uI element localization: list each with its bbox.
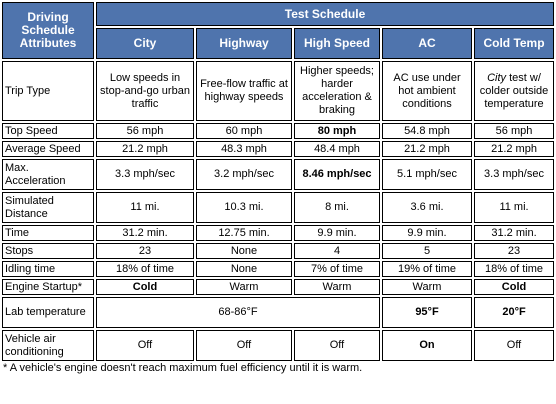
table-row-engine-startup xyxy=(2,279,554,295)
cell-simulated-distance-highway: 10.3 mi. xyxy=(196,192,292,223)
corner-header xyxy=(2,2,94,59)
cell-stops-ac: 5 xyxy=(382,243,472,259)
table-row-simulated-distance xyxy=(2,192,554,223)
column-header-highway: Highway xyxy=(196,28,292,59)
cell-max-acceleration-highway: 3.2 mph/sec xyxy=(196,159,292,190)
cell-engine-startup-high-speed: Warm xyxy=(294,279,380,295)
row-label-time: Time xyxy=(2,225,94,241)
cold-temp-trip-type-rest: test w/ colder outside temperature xyxy=(479,71,549,110)
cell-top-speed-city: 56 mph xyxy=(96,123,194,139)
cell-top-speed-ac: 54.8 mph xyxy=(382,123,472,139)
cell-lab-temperature-ac: 95°F xyxy=(382,297,472,328)
row-label-idling-time: Idling time xyxy=(2,261,94,277)
footnote: * A vehicle's engine doesn't reach maximum fuel efficiency until it is warm. xyxy=(3,362,363,374)
cell-air-conditioning-high-speed: Off xyxy=(294,330,380,361)
cell-top-speed-highway: 60 mph xyxy=(196,123,292,139)
cell-time-ac: 9.9 min. xyxy=(382,225,472,241)
cell-lab-temperature-cold-temp: 20°F xyxy=(474,297,554,328)
row-label-top-speed: Top Speed xyxy=(2,123,94,139)
table-row-trip-type xyxy=(2,61,554,121)
cell-air-conditioning-cold-temp: Off xyxy=(474,330,554,361)
cell-simulated-distance-high-speed: 8 mi. xyxy=(294,192,380,223)
corner-header-line-2: Schedule xyxy=(21,23,75,37)
table-row-time xyxy=(2,225,554,241)
cell-max-acceleration-ac: 5.1 mph/sec xyxy=(382,159,472,190)
cell-stops-city: 23 xyxy=(96,243,194,259)
cell-max-acceleration-cold-temp: 3.3 mph/sec xyxy=(474,159,554,190)
row-label-trip-type: Trip Type xyxy=(2,61,94,121)
corner-header-line-3: Attributes xyxy=(19,36,77,50)
cell-lab-temperature-shared: 68-86°F xyxy=(96,297,380,328)
cell-idling-time-city: 18% of time xyxy=(96,261,194,277)
table-row-lab-temperature xyxy=(2,297,554,328)
row-label-simulated-distance: Simulated Distance xyxy=(2,192,94,223)
cell-max-acceleration-city: 3.3 mph/sec xyxy=(96,159,194,190)
cell-engine-startup-highway: Warm xyxy=(196,279,292,295)
column-header-city: City xyxy=(96,28,194,59)
cell-engine-startup-ac: Warm xyxy=(382,279,472,295)
cell-time-city: 31.2 min. xyxy=(96,225,194,241)
cell-average-speed-ac: 21.2 mph xyxy=(382,141,472,157)
table-row-average-speed xyxy=(2,141,554,157)
cell-simulated-distance-city: 11 mi. xyxy=(96,192,194,223)
cell-air-conditioning-city: Off xyxy=(96,330,194,361)
column-header-cold-temp: Cold Temp xyxy=(474,28,554,59)
table-row-vehicle-air-conditioning xyxy=(2,330,554,361)
cell-engine-startup-cold-temp: Cold xyxy=(474,279,554,295)
table-row-idling-time xyxy=(2,261,554,277)
cell-average-speed-high-speed: 48.4 mph xyxy=(294,141,380,157)
cell-time-high-speed: 9.9 min. xyxy=(294,225,380,241)
row-label-lab-temperature: Lab temperature xyxy=(2,297,94,328)
column-header-ac: AC xyxy=(382,28,472,59)
cold-temp-trip-type-em: City xyxy=(487,71,507,84)
table-row-top-speed xyxy=(2,123,554,139)
cell-top-speed-high-speed: 80 mph xyxy=(294,123,380,139)
cell-air-conditioning-highway: Off xyxy=(196,330,292,361)
row-label-stops: Stops xyxy=(2,243,94,259)
cell-trip-type-highway: Free-flow traffic at highway speeds xyxy=(196,61,292,121)
cell-time-cold-temp: 31.2 min. xyxy=(474,225,554,241)
cell-idling-time-high-speed: 7% of time xyxy=(294,261,380,277)
cell-stops-high-speed: 4 xyxy=(294,243,380,259)
cell-idling-time-cold-temp: 18% of time xyxy=(474,261,554,277)
cell-stops-highway: None xyxy=(196,243,292,259)
cell-air-conditioning-ac: On xyxy=(382,330,472,361)
cell-idling-time-highway: None xyxy=(196,261,292,277)
cell-simulated-distance-ac: 3.6 mi. xyxy=(382,192,472,223)
row-label-vehicle-air-conditioning: Vehicle air conditioning xyxy=(2,330,94,361)
cell-simulated-distance-cold-temp: 11 mi. xyxy=(474,192,554,223)
cell-trip-type-city: Low speeds in stop-and-go urban traffic xyxy=(96,61,194,121)
cell-average-speed-city: 21.2 mph xyxy=(96,141,194,157)
cell-max-acceleration-high-speed: 8.46 mph/sec xyxy=(294,159,380,190)
cell-trip-type-high-speed: Higher speeds; harder acceleration & braking xyxy=(294,61,380,121)
cell-top-speed-cold-temp: 56 mph xyxy=(474,123,554,139)
cell-average-speed-highway: 48.3 mph xyxy=(196,141,292,157)
cell-trip-type-ac: AC use under hot ambient conditions xyxy=(382,61,472,121)
row-label-average-speed: Average Speed xyxy=(2,141,94,157)
row-label-max-acceleration: Max. Acceleration xyxy=(2,159,94,190)
cell-average-speed-cold-temp: 21.2 mph xyxy=(474,141,554,157)
table-row-max-acceleration xyxy=(2,159,554,190)
table-row-stops xyxy=(2,243,554,259)
cell-engine-startup-city: Cold xyxy=(96,279,194,295)
cell-time-highway: 12.75 min. xyxy=(196,225,292,241)
row-label-engine-startup: Engine Startup* xyxy=(2,279,94,295)
cell-idling-time-ac: 19% of time xyxy=(382,261,472,277)
column-header-high-speed: High Speed xyxy=(294,28,380,59)
cell-trip-type-cold-temp xyxy=(474,61,554,121)
test-schedule-group-header: Test Schedule xyxy=(96,2,554,26)
corner-header-line-1: Driving xyxy=(27,10,69,24)
cell-stops-cold-temp: 23 xyxy=(474,243,554,259)
